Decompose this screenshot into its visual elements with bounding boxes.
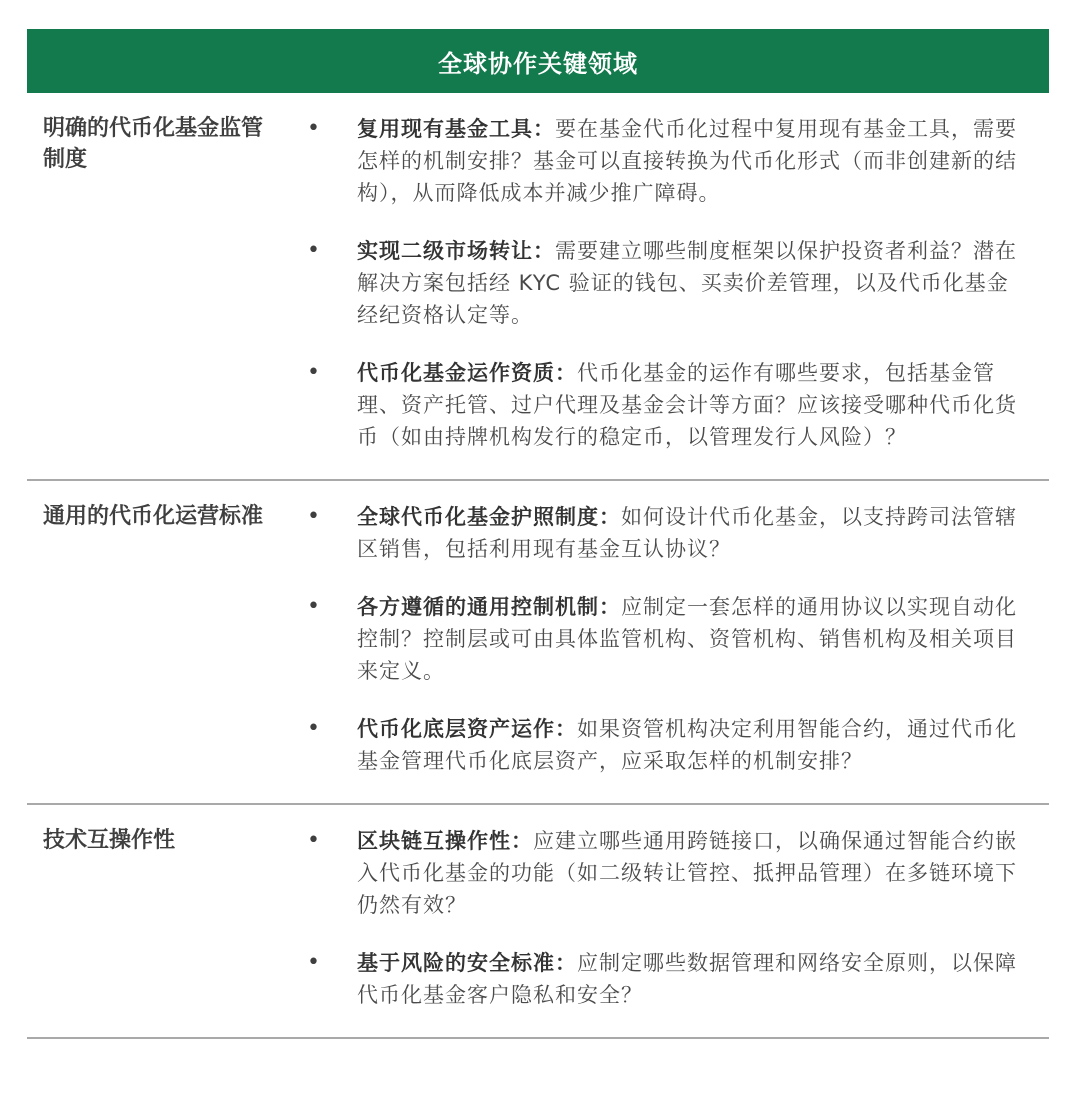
item-body: 需要建立哪些制度框架以保护投资者利益？潜在解决方案包括经 KYC 验证的钱包、买卖价差管理，以及代币化基金经纪资格认定等。 <box>357 239 1017 327</box>
item-body: 如果资管机构决定利用智能合约，通过代币化基金管理代币化底层资产，应采取怎样的机制安排？ <box>357 717 1017 773</box>
item-text <box>357 357 1029 453</box>
item-title: 代币化底层资产运作： <box>357 717 577 741</box>
section-category: 通用的代币化运营标准 <box>43 504 264 529</box>
item-text <box>357 825 1029 921</box>
section-operating-standards <box>27 481 1049 805</box>
section-category: 明确的代币化基金监管制度 <box>43 116 264 172</box>
item-text <box>357 947 1029 1011</box>
table-header <box>27 29 1049 93</box>
item-title: 代币化基金运作资质： <box>357 361 577 385</box>
item-text <box>357 235 1029 331</box>
item-title: 复用现有基金工具： <box>357 117 555 141</box>
section-category: 技术互操作性 <box>43 828 176 853</box>
item-body: 应建立哪些通用跨链接口，以确保通过智能合约嵌入代币化基金的功能（如二级转让管控、抵押品管理）在多链环境下仍然有效？ <box>357 829 1017 917</box>
item-title: 实现二级市场转让： <box>357 239 555 263</box>
item-title: 全球代币化基金护照制度： <box>357 505 621 529</box>
section-items <box>273 501 1049 787</box>
item-text <box>357 113 1029 209</box>
item-body: 如何设计代币化基金，以支持跨司法管辖区销售，包括利用现有基金互认协议？ <box>357 505 1017 561</box>
item-body: 要在基金代币化过程中复用现有基金工具，需要怎样的机制安排？基金可以直接转换为代币化形式（而非创建新的结构），从而降低成本并减少推广障碍。 <box>357 117 1017 205</box>
list-item <box>307 947 1029 1011</box>
section-items <box>273 825 1049 1021</box>
list-item <box>307 357 1029 453</box>
table-title: 全球协作关键领域 <box>438 49 638 78</box>
list-item <box>307 713 1029 777</box>
bullet-icon: • <box>307 238 320 263</box>
item-text <box>357 501 1029 565</box>
list-item <box>307 235 1029 331</box>
item-text <box>357 713 1029 777</box>
section-regulatory-regime <box>27 93 1049 481</box>
list-item <box>307 825 1029 921</box>
item-body: 应制定一套怎样的通用协议以实现自动化控制？控制层或可由具体监管机构、资管机构、销售机构及相关项目来定义。 <box>357 595 1017 683</box>
item-body: 应制定哪些数据管理和网络安全原则，以保障代币化基金客户隐私和安全？ <box>357 951 1017 1007</box>
bullet-icon: • <box>307 594 320 619</box>
section-items <box>273 113 1049 463</box>
item-title: 区块链互操作性： <box>357 829 533 853</box>
bullet-icon: • <box>307 504 320 529</box>
bullet-icon: • <box>307 950 320 975</box>
bullet-icon: • <box>307 360 320 385</box>
list-item <box>307 501 1029 565</box>
item-title: 基于风险的安全标准： <box>357 951 577 975</box>
item-title: 各方遵循的通用控制机制： <box>357 595 621 619</box>
item-text <box>357 591 1029 687</box>
list-item <box>307 591 1029 687</box>
bullet-icon: • <box>307 116 320 141</box>
bullet-icon: • <box>307 716 320 741</box>
collaboration-table <box>27 29 1049 1039</box>
item-body: 代币化基金的运作有哪些要求，包括基金管理、资产托管、过户代理及基金会计等方面？应该接受哪种代币化货币（如由持牌机构发行的稳定币，以管理发行人风险）？ <box>357 361 1017 449</box>
section-technical-interoperability <box>27 805 1049 1039</box>
list-item <box>307 113 1029 209</box>
bullet-icon: • <box>307 828 320 853</box>
